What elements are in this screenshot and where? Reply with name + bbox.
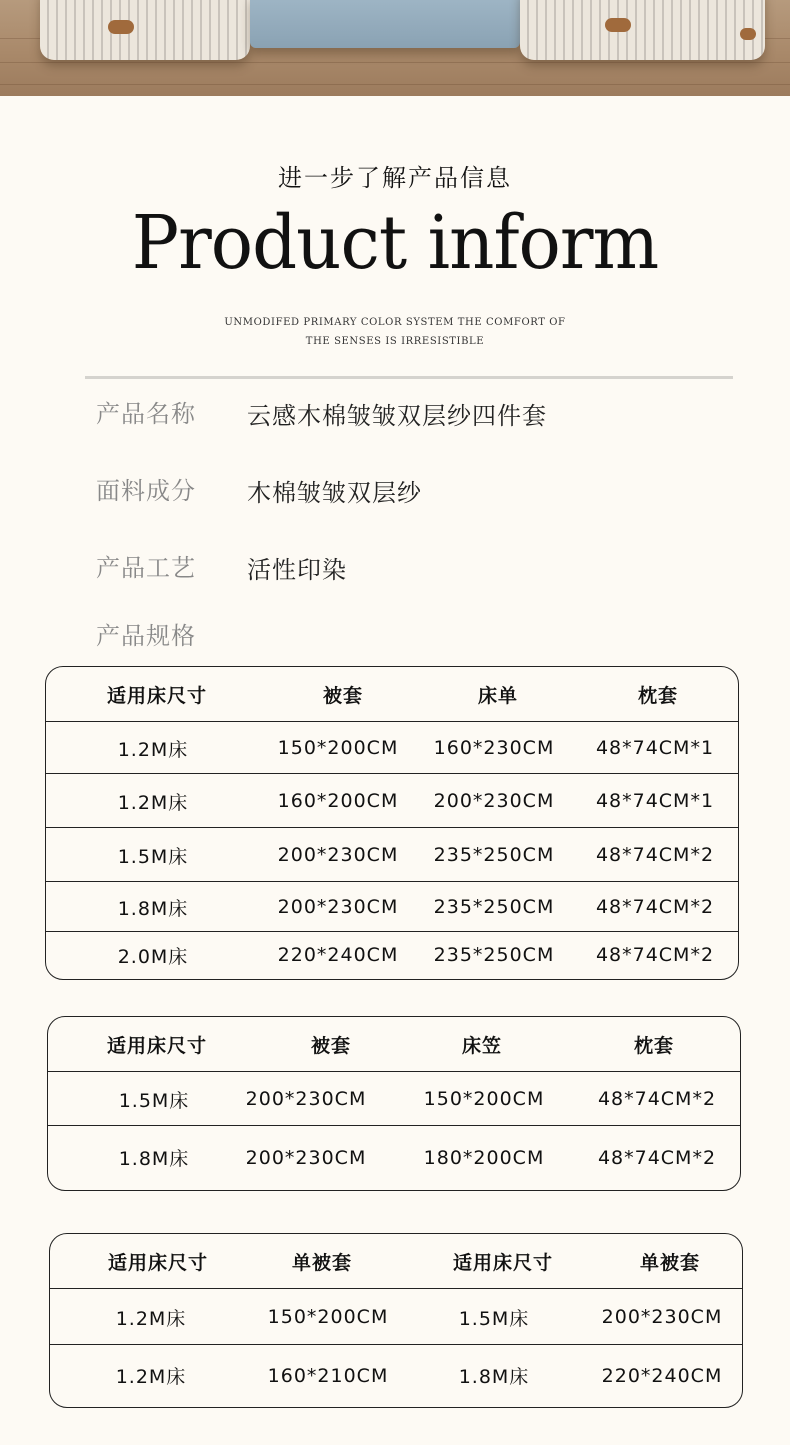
info-value-name: 云感木棉皱皱双层纱四件套	[247, 402, 547, 430]
table-row	[46, 827, 738, 882]
table-row	[50, 1288, 742, 1345]
tagline	[0, 313, 790, 351]
table-row	[50, 1344, 742, 1406]
table-cell: 48*74CM*2	[595, 844, 715, 866]
table-cell: 1.2M床	[117, 791, 189, 814]
table-header-row	[50, 1234, 742, 1288]
table-cell: 200*230CM	[277, 844, 399, 866]
table-cell: 1.5M床	[117, 845, 189, 868]
spec-table-3	[49, 1233, 743, 1408]
section-subtitle: 进一步了解产品信息	[278, 164, 512, 192]
info-label-name: 产品名称	[96, 400, 196, 428]
table-cell: 150*200CM	[423, 1088, 545, 1110]
table-header-cell: 床笠	[461, 1034, 502, 1057]
table-cell: 1.2M床	[115, 1307, 187, 1330]
table-row	[48, 1125, 740, 1189]
table-cell: 180*200CM	[423, 1146, 545, 1169]
table-cell: 160*200CM	[277, 790, 399, 812]
table-cell: 1.2M床	[115, 1366, 187, 1388]
bear-print-icon	[605, 18, 631, 32]
table-cell: 48*74CM*1	[595, 790, 715, 812]
info-label-spec: 产品规格	[96, 622, 196, 650]
table-cell: 235*250CM	[433, 896, 555, 918]
bear-print-icon	[108, 20, 134, 34]
table-header-cell: 枕套	[633, 1034, 674, 1057]
divider	[85, 376, 733, 379]
table-cell: 160*210CM	[267, 1364, 389, 1387]
table-header-cell: 单被套	[291, 1251, 352, 1274]
table-cell: 48*74CM*2	[595, 896, 715, 918]
duvet-image	[250, 0, 520, 48]
info-label-process: 产品工艺	[96, 554, 196, 582]
table-cell: 160*230CM	[433, 737, 555, 759]
table-header-cell: 适用床尺寸	[106, 1034, 207, 1057]
table-header-cell: 适用床尺寸	[106, 684, 207, 707]
table-cell: 220*240CM	[601, 1364, 723, 1387]
table-cell: 48*74CM*2	[597, 1088, 717, 1110]
table-header-cell: 适用床尺寸	[452, 1251, 553, 1274]
table-cell: 48*74CM*1	[595, 737, 715, 759]
table-cell: 200*230CM	[245, 1146, 367, 1169]
table-cell: 1.8M床	[118, 1148, 190, 1170]
section-title: Product inform	[131, 200, 659, 286]
table-row	[46, 773, 738, 828]
table-cell: 48*74CM*2	[595, 944, 715, 966]
table-cell: 1.8M床	[117, 897, 189, 920]
table-cell: 1.2M床	[117, 738, 189, 761]
info-value-fabric: 木棉皱皱双层纱	[247, 479, 422, 507]
table-cell: 1.8M床	[458, 1366, 530, 1388]
table-row	[46, 881, 738, 932]
table-row	[46, 721, 738, 774]
table-cell: 200*230CM	[601, 1306, 723, 1328]
table-header-row	[48, 1017, 740, 1071]
table-row	[48, 1071, 740, 1126]
table-cell: 1.5M床	[118, 1089, 190, 1112]
product-photo-banner	[0, 0, 790, 96]
info-value-process: 活性印染	[247, 556, 347, 584]
table-header-cell: 单被套	[639, 1251, 700, 1274]
table-cell: 2.0M床	[117, 945, 189, 968]
pillow-image	[520, 0, 765, 60]
table-cell: 235*250CM	[433, 944, 555, 966]
table-cell: 1.5M床	[458, 1307, 530, 1330]
table-header-row	[46, 667, 738, 721]
table-header-cell: 适用床尺寸	[107, 1251, 208, 1274]
table-header-cell: 被套	[322, 684, 363, 707]
spec-table-2	[47, 1016, 741, 1191]
table-cell: 220*240CM	[277, 944, 399, 966]
table-cell: 48*74CM*2	[597, 1146, 717, 1169]
pillow-image	[40, 0, 250, 60]
table-cell: 200*230CM	[433, 790, 555, 812]
table-header-cell: 枕套	[637, 684, 678, 707]
info-label-fabric: 面料成分	[96, 477, 196, 505]
table-header-cell: 被套	[310, 1034, 351, 1057]
table-cell: 200*230CM	[277, 896, 399, 918]
bear-print-icon	[740, 28, 756, 40]
table-row	[46, 931, 738, 978]
table-cell: 200*230CM	[245, 1088, 367, 1110]
tagline-line-1: UNMODIFED PRIMARY COLOR SYSTEM THE COMFORT OF	[224, 317, 566, 328]
tagline-line-2: THE SENSES IS IRRESISTIBLE	[305, 336, 485, 347]
spec-table-1	[45, 666, 739, 980]
table-cell: 235*250CM	[433, 844, 555, 866]
table-cell: 150*200CM	[277, 737, 399, 759]
table-cell: 150*200CM	[267, 1306, 389, 1328]
table-header-cell: 床单	[477, 684, 518, 707]
